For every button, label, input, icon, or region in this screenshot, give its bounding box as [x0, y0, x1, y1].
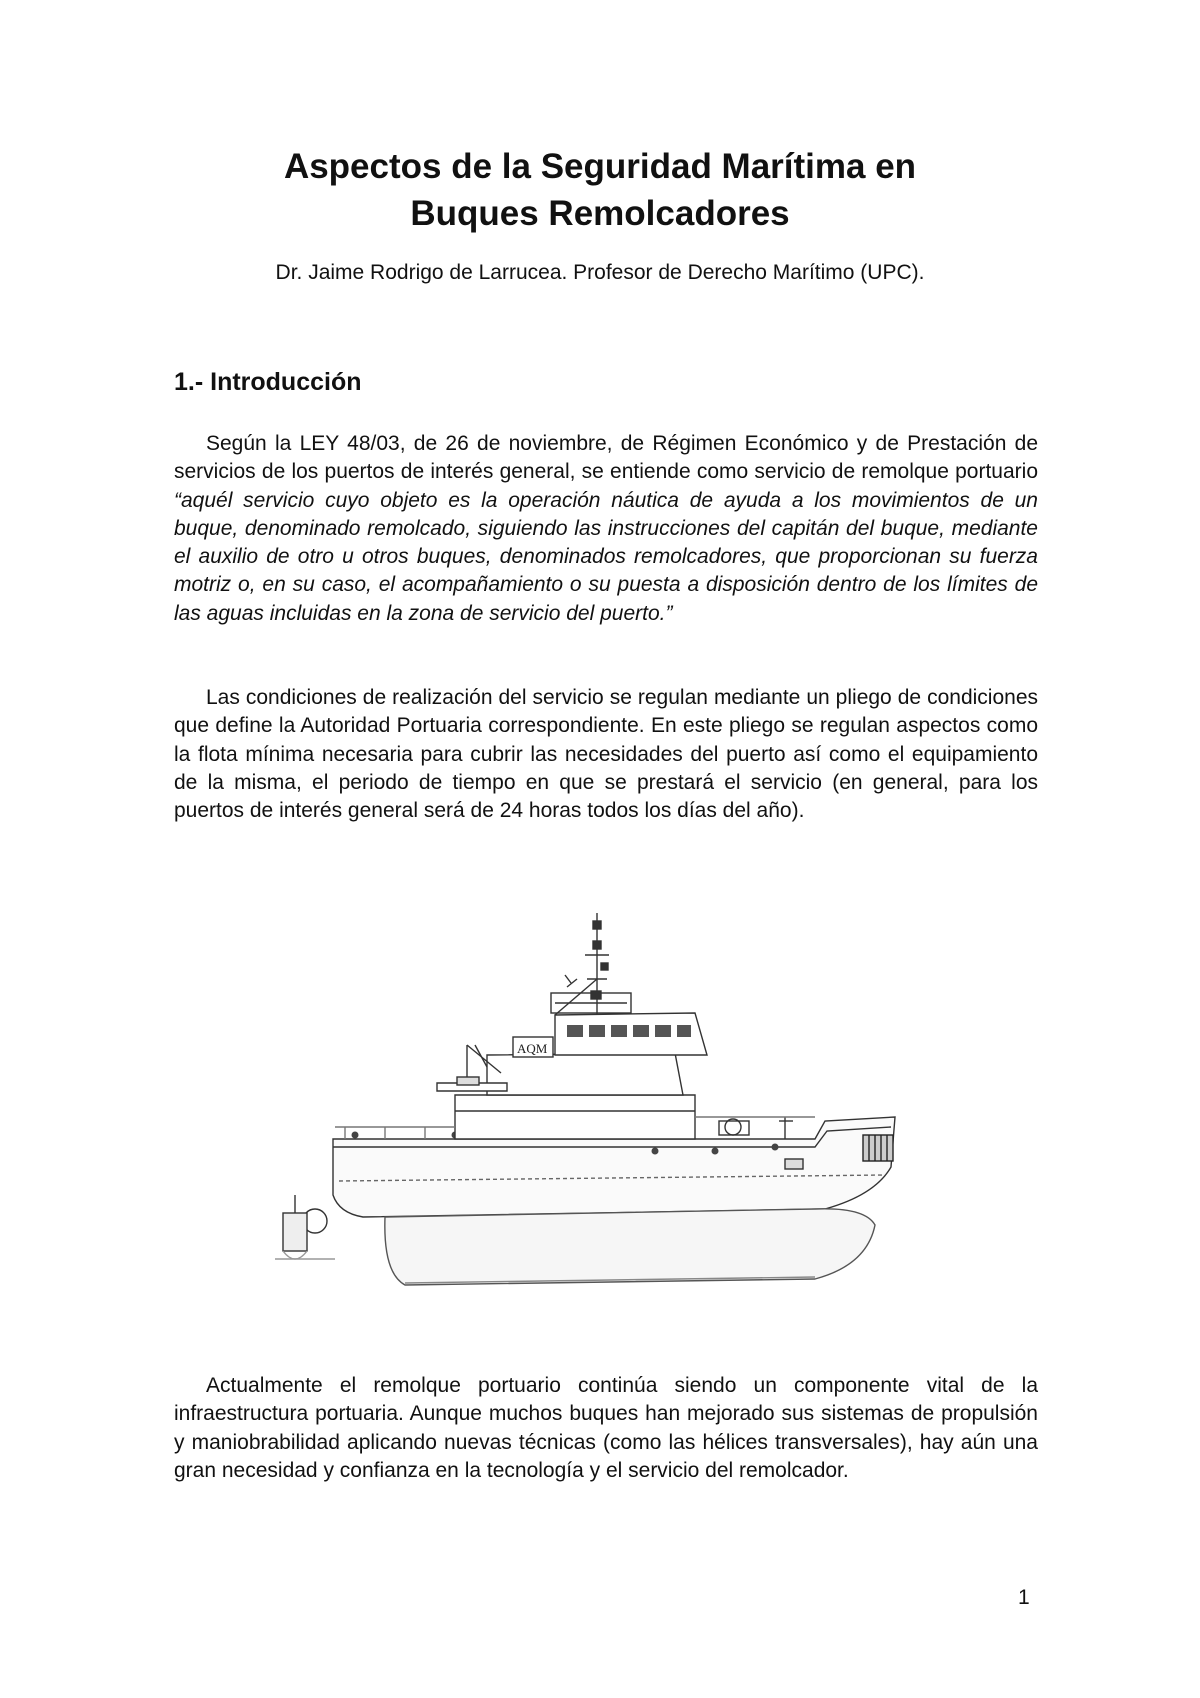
tugboat-illustration: [255, 895, 915, 1290]
hull-lower: [385, 1209, 875, 1285]
section-heading: 1.- Introducción: [174, 368, 362, 396]
title-line-2: Buques Remolcadores: [410, 194, 790, 233]
paragraph-intro-text: Según la LEY 48/03, de 26 de noviembre, de Régimen Económico y de Prestación de servicios de los puertos de interés general, se entiende como servicio de remolque portuario: [174, 432, 1038, 484]
page-title: [100, 143, 1100, 237]
superstructure: [487, 1053, 683, 1095]
propeller: [275, 1195, 335, 1259]
fender: [863, 1135, 893, 1161]
title-line-1: Aspectos de la Seguridad Marítima en: [283, 147, 917, 186]
deckhouse: [455, 1095, 695, 1139]
paragraph-conclusion: [174, 1372, 1038, 1485]
aft-winch: [719, 1117, 793, 1139]
page-number: 1: [1018, 1586, 1030, 1609]
paragraph-intro: [174, 430, 1038, 628]
paragraph-conditions: [174, 684, 1038, 825]
paragraph-conclusion-text: Actualmente el remolque portuario continúa siendo un componente vital de la infraestructura portuaria. Aunque muchos buques han mejorado sus sistemas de propulsión y maniobrabilidad aplicando nuevas técnicas (como las hélices transversales), hay aún una gran necesidad y confianza en la tecnología y el servicio del remolcador.: [174, 1374, 1038, 1482]
hull-marking: AQM: [517, 1041, 548, 1056]
paragraph-conditions-text: Las condiciones de realización del servicio se regulan mediante un pliego de condiciones que define la Autoridad Portuaria correspondiente. En este pliego se regulan aspectos como la flota mínima necesaria para cubrir las necesidades del puerto así como el equipamiento de la misma, el periodo de tiempo en que se prestará el servicio (en general, para los puertos de interés general será de 24 horas todos los días del año).: [174, 686, 1038, 823]
author-line: Dr. Jaime Rodrigo de Larrucea. Profesor de Derecho Marítimo (UPC).: [275, 261, 925, 284]
legal-quote: “aquél servicio cuyo objeto es la operación náutica de ayuda a los movimientos de un buque, denominado remolcado, siguiendo las instrucciones del capitán del buque, mediante el auxilio de otro u otros buques, denominados remolcadores, que proporcionan su fuerza motriz o, en su caso, el acompañamiento o su puesta a disposición dentro de los límites de las aguas incluidas en la zona de servicio del puerto.”: [174, 488, 1038, 625]
